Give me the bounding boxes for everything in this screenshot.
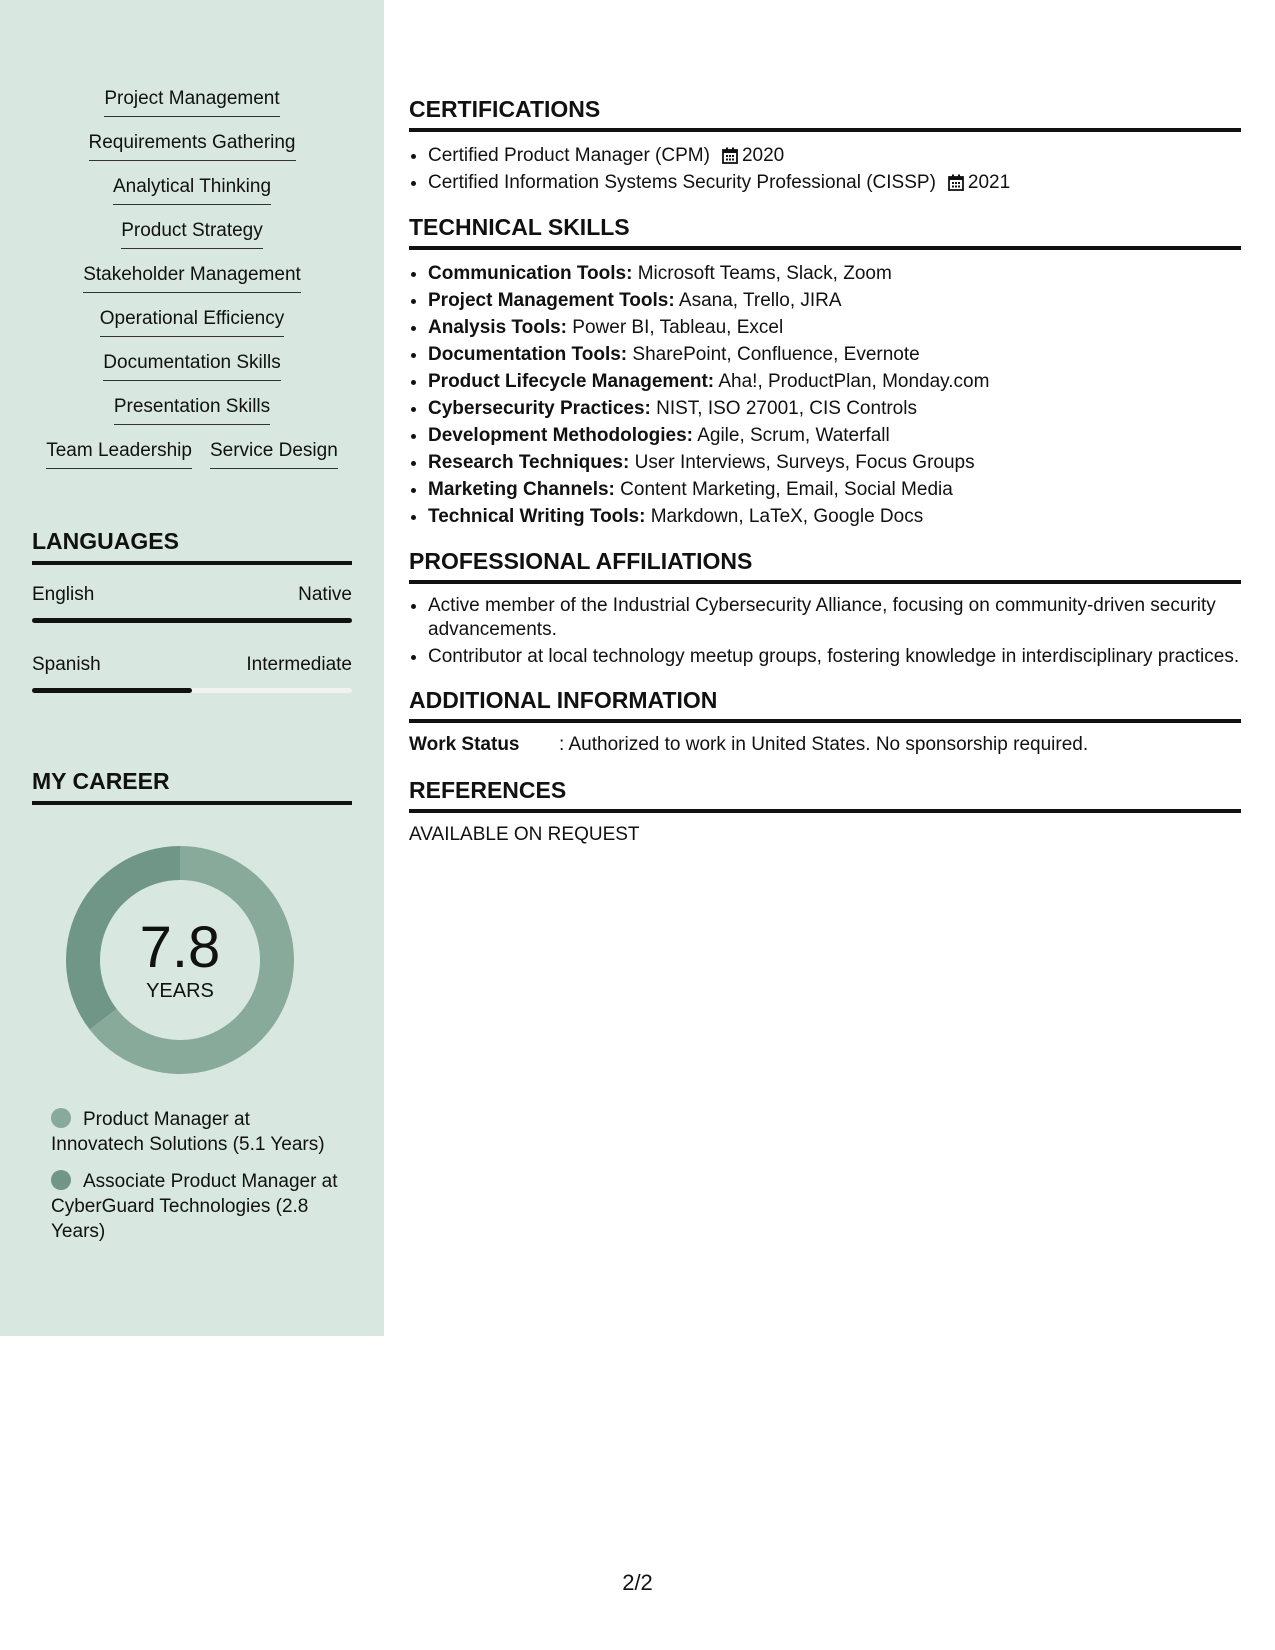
language-level: Intermediate xyxy=(246,654,352,675)
affiliations-list xyxy=(409,594,1241,669)
skill-tools: Aha!, ProductPlan, Monday.com xyxy=(718,371,990,392)
skill-category: Technical Writing Tools: xyxy=(428,506,646,527)
language-level: Native xyxy=(298,584,352,605)
languages-heading: LANGUAGES xyxy=(32,528,352,565)
technical-skill-item xyxy=(428,287,1241,314)
certification-year: 2021 xyxy=(967,172,1011,193)
work-status-row xyxy=(409,733,1241,757)
career-legend-item xyxy=(51,1107,341,1157)
career-legend xyxy=(51,1107,341,1256)
page-number: 2/2 xyxy=(622,1570,653,1595)
skill-tag: Operational Efficiency xyxy=(100,308,284,337)
skill-tag: Team Leadership xyxy=(46,440,192,469)
career-total-years: 7.8 xyxy=(139,914,221,980)
language-english xyxy=(32,584,352,623)
skill-tag: Stakeholder Management xyxy=(83,264,301,293)
technical-skills-list xyxy=(409,260,1241,530)
skill-tools: NIST, ISO 27001, CIS Controls xyxy=(656,398,917,419)
legend-dot xyxy=(51,1108,71,1128)
language-name: English xyxy=(32,584,95,605)
skill-category: Development Methodologies: xyxy=(428,425,693,446)
references-heading: REFERENCES xyxy=(409,777,1241,813)
technical-skill-item xyxy=(428,368,1241,395)
skill-category: Product Lifecycle Management: xyxy=(428,371,715,392)
language-proficiency-bar xyxy=(32,688,352,693)
references-text: AVAILABLE ON REQUEST xyxy=(409,824,640,845)
skill-tag: Project Management xyxy=(104,88,279,117)
skill-tools: Microsoft Teams, Slack, Zoom xyxy=(637,263,892,284)
work-status-value: : Authorized to work in United States. No sponsorship required. xyxy=(559,734,1089,755)
additional-info-heading: ADDITIONAL INFORMATION xyxy=(409,687,1241,723)
skill-category: Analysis Tools: xyxy=(428,317,568,338)
technical-skill-item xyxy=(428,341,1241,368)
technical-skill-item xyxy=(428,314,1241,341)
skill-tag: Analytical Thinking xyxy=(113,176,271,205)
skill-category: Documentation Tools: xyxy=(428,344,628,365)
certifications-heading: CERTIFICATIONS xyxy=(409,96,1241,132)
language-name: Spanish xyxy=(32,654,101,675)
language-spanish xyxy=(32,654,352,693)
affiliation-item: • Active member of the Industrial Cybersecurity Alliance, focusing on community-driven security advancements. xyxy=(428,594,1241,642)
work-status-label: Work Status xyxy=(409,734,520,755)
career-total-unit: YEARS xyxy=(146,979,214,1002)
technical-skill-item xyxy=(428,260,1241,287)
legend-dot xyxy=(51,1170,71,1190)
technical-skill-item xyxy=(428,395,1241,422)
career-legend-text: Product Manager at Innovatech Solutions (5.1 Years) xyxy=(51,1109,325,1155)
language-proficiency-bar xyxy=(32,618,352,623)
skill-tag: Requirements Gathering xyxy=(89,132,296,161)
certification-name: Certified Product Manager (CPM) xyxy=(428,145,710,166)
skill-category: Research Techniques: xyxy=(428,452,630,473)
technical-skill-item xyxy=(428,449,1241,476)
certification-item xyxy=(428,169,1241,196)
language-proficiency-fill xyxy=(32,618,352,623)
skill-tools: Content Marketing, Email, Social Media xyxy=(620,479,953,500)
skill-category: Cybersecurity Practices: xyxy=(428,398,651,419)
calendar-icon xyxy=(722,147,738,164)
technical-skill-item xyxy=(428,422,1241,449)
career-total xyxy=(66,846,294,1074)
calendar-icon xyxy=(948,174,964,191)
skill-category: Marketing Channels: xyxy=(428,479,615,500)
affiliation-item: • Contributor at local technology meetup groups, fostering knowledge in interdisciplinary practices. xyxy=(428,645,1241,669)
skill-tools: SharePoint, Confluence, Evernote xyxy=(632,344,920,365)
skills-list xyxy=(0,88,384,484)
skill-tag: Documentation Skills xyxy=(103,352,280,381)
skill-tools: Asana, Trello, JIRA xyxy=(678,290,842,311)
certification-item xyxy=(428,142,1241,169)
skill-tag: Presentation Skills xyxy=(114,396,270,425)
skill-tools: Markdown, LaTeX, Google Docs xyxy=(650,506,924,527)
skill-category: Project Management Tools: xyxy=(428,290,675,311)
language-proficiency-fill xyxy=(32,688,192,693)
certifications-list xyxy=(409,142,1241,196)
technical-skill-item xyxy=(428,476,1241,503)
certification-name: Certified Information Systems Security Professional (CISSP) xyxy=(428,172,936,193)
skill-tools: User Interviews, Surveys, Focus Groups xyxy=(634,452,975,473)
skill-tools: Agile, Scrum, Waterfall xyxy=(697,425,890,446)
skill-tag: Service Design xyxy=(210,440,338,469)
skill-tools: Power BI, Tableau, Excel xyxy=(572,317,784,338)
skill-category: Communication Tools: xyxy=(428,263,633,284)
certification-year: 2020 xyxy=(741,145,785,166)
career-heading: MY CAREER xyxy=(32,768,352,805)
affiliations-heading: PROFESSIONAL AFFILIATIONS xyxy=(409,548,1241,584)
main-content xyxy=(409,96,1241,847)
career-legend-text: Associate Product Manager at CyberGuard Technologies (2.8 Years) xyxy=(51,1171,338,1242)
technical-skills-heading: TECHNICAL SKILLS xyxy=(409,214,1241,250)
skill-tag: Product Strategy xyxy=(121,220,263,249)
career-legend-item xyxy=(51,1169,341,1244)
technical-skill-item xyxy=(428,503,1241,530)
sidebar xyxy=(0,0,384,1336)
